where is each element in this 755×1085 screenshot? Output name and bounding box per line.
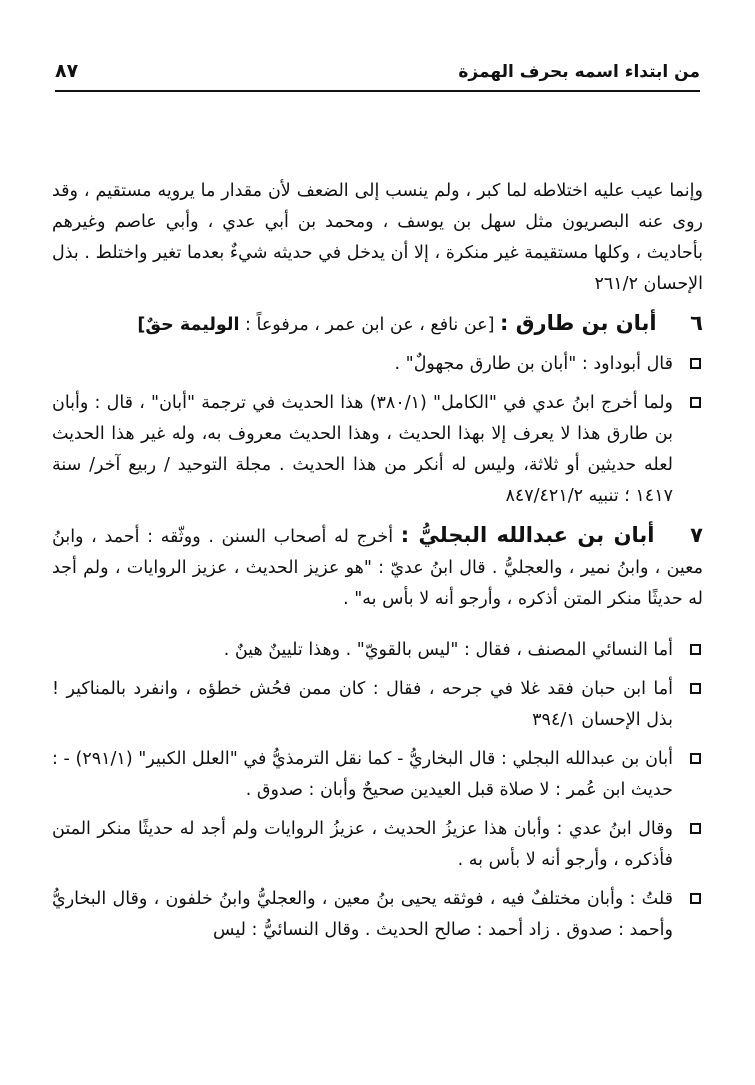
square-bullet-icon: [690, 358, 701, 369]
entry-number: ٧: [690, 523, 703, 547]
text-line: أخرج له أصحاب السنن . ووثّقه : أحمد ،: [91, 527, 394, 547]
bullet-item: [52, 744, 703, 806]
square-bullet-icon: [690, 397, 701, 408]
page-body: [52, 176, 703, 946]
square-bullet-icon: [690, 683, 701, 694]
text-line: قال : وأبان بن طارق هذا لا يعرف إلا بهذا الحديث ، وهذا الحديث معروف به،: [52, 393, 673, 444]
text-line: البخاريُّ وأحمد : صدوق . زاد أحمد : صالح الحديث . وقال النسائيُّ : ليس: [52, 889, 673, 940]
text-line: وأبي عاصم وغيرهم بأحاديث ، وكلها مستقيمة غير منكرة ، إلا أن يدخل في حديثه: [52, 212, 703, 263]
text-line: وقال ابنُ عدي : وأبان هذا عزيزُ الحديث ، عزيزُ الروايات ولم أجد له حديثًا: [137, 819, 674, 839]
entry-7-paragraph: [52, 520, 703, 615]
page-number: ٨٧: [55, 60, 79, 82]
page-header: [55, 58, 700, 92]
text-line: أما النسائي المصنف ، فقال : "ليس بالقويّ" . وهذا تليينٌ هينٌ .: [223, 640, 673, 660]
text-line: أما ابن حبان فقد غلا في جرحه ، فقال : كان ممن فحُش خطؤه ، وانفرد: [133, 679, 673, 699]
bullet-item: [52, 635, 703, 666]
square-bullet-icon: [690, 644, 701, 655]
narrator-name: أبان بن طارق :: [500, 311, 657, 335]
text-line: الروايات ، ولم أجد له حديثًا منكر المتن أذكره ، وأرجو أنه لا بأس به" .: [52, 558, 703, 609]
bullet-item: [52, 349, 703, 380]
text-line: مجلة التوحيد / ربيع آخر/ سنة ١٤١٧ ؛ تنبيه ٨٤٧/٤٢١/٢: [52, 455, 673, 506]
hadith-text: [عن نافع ، عن ابن عمر ، مرفوعاً :: [245, 315, 495, 335]
narrator-name: أبان بن عبدالله البجليُّ :: [400, 523, 655, 547]
text-line: وله غير هذا الحديث لعله حديثين أو ثلاثة، وليس له أنكر من هذا الحديث .: [52, 424, 673, 475]
text-line: قال أبوداود : "أبان بن طارق مجهولٌ" .: [394, 354, 673, 374]
text-line: وابنُ معين ، وابنُ نمير ، والعجليُّ . قال ابنُ عديّ : "هو عزيز الحديث ، عزيز: [52, 527, 703, 578]
intro-paragraph: [52, 176, 703, 300]
entry-6-heading: [52, 308, 703, 341]
text-line: (٢٩١/١) - : حديث ابن عُمر : لا صلاة قبل العيدين صحيحٌ وأبان : صدوق .: [52, 749, 673, 800]
text-line: ولما أخرج ابنُ عدي في "الكامل" (٣٨٠/١) هذا الحديث في ترجمة "أبان" ،: [139, 393, 673, 413]
text-line: أبان بن عبدالله البجلي : قال البخاريُّ - كما نقل الترمذيُّ في "العلل الكبير": [138, 749, 673, 769]
square-bullet-icon: [690, 823, 701, 834]
bullet-item: [52, 388, 703, 512]
text-line: منكر المتن فأذكره ، وأرجو أنه لا بأس به .: [52, 819, 673, 870]
text-line: بالمناكير ! بذل الإحسان ٣٩٤/١: [52, 679, 673, 730]
square-bullet-icon: [690, 893, 701, 904]
text-line: وإنما عيب عليه اختلاطه لما كبر ، ولم ينسب إلى الضعف لأن مقدار ما يرويه: [157, 181, 703, 201]
bullet-item: [52, 674, 703, 736]
hadith-text-bold: الوليمة حقٌ]: [137, 315, 240, 335]
bullet-item: [52, 884, 703, 946]
square-bullet-icon: [690, 753, 701, 764]
running-title: من ابتداء اسمه بحرف الهمزة: [458, 62, 700, 82]
text-line: قلتُ : وأبان مختلفٌ فيه ، فوثقه يحيى بنُ معين ، والعجليُّ وابنُ خلفون ، وقال: [112, 889, 673, 909]
text-line: شيءٌ بعدما تغير واختلط . بذل الإحسان ٢٦١/٢: [52, 243, 703, 294]
bullet-item: [52, 814, 703, 876]
text-line: مستقيم ، وقد روى عنه البصريون مثل سهل بن يوسف ، ومحمد بن أبي عدي ،: [52, 181, 703, 232]
entry-number: ٦: [690, 311, 703, 335]
